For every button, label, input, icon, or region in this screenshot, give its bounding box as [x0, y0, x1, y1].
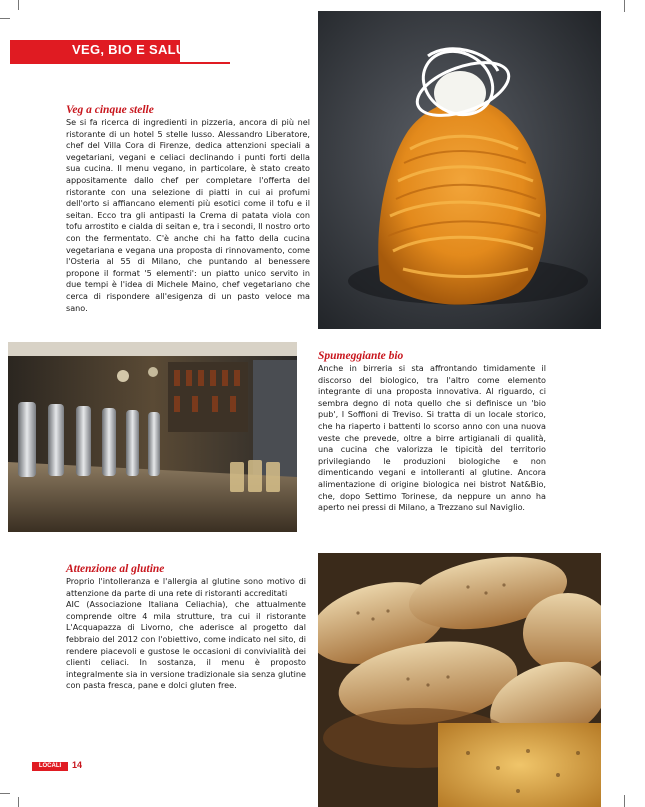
veg-paragraph: Se si fa ricerca di ingredienti in pizzeria, ancora di più nel ristorante di un hotel 5 stelle lusso. Alessandro Liberatore, chef del Villa Cora di Firenze, dedica attenzioni speciali a vegetariani, vegani e celiaci declinando i punti forti della sua cucina. Il menu vegano, in particolare, è stato creato appositamente dallo chef per completare l'offerta del ristorante con una selezione di piatti in cui ai profumi dell'orto si affiancano elementi più esotici come il tofu e il seitan. Ecco tra gli antipasti la Crema di patata viola con tofu arrostito e cialda di seitan e, tra i secondi, Il nostro orto con the fermentato. C'è anche chi ha fatto della cucina vegetariana e vegana una proposta di rinnovamento, come l'Osteria al 55 di Milano, che puntando al benessere propone il format '5 elementi': un piatto unico servito in due tempi è l'idea di Michele Maino, chef vegetariano che cerca di rispondere all'esigenza di un pasto veloce ma sano. [66, 117, 310, 313]
glutine-paragraph-2: AIC (Associazione Italiana Celiachia), che attualmente comprende oltre 4 mila strutture, tra cui il ristorante L'Acquapazza di Livorno, che aderisce al progetto dal febbraio del 2012 con l'obiettivo, come indicato nel sito, di rendere piacevoli e gustose le occasioni di convivialità dei clienti celiaci. In sostanza, il menu è proposto integralmente sia in versione tradizionale sia senza glutine con pasta fresca, pane e dolci gluten free. [66, 599, 306, 691]
bread-photo [318, 553, 601, 807]
crop-mark [0, 793, 10, 794]
crop-mark [624, 0, 625, 12]
veg-section-title: Veg a cinque stelle [66, 104, 154, 116]
section-title: VEG, BIO E SALUTISMO [72, 42, 229, 57]
page-number: 14 [72, 760, 83, 770]
crop-mark [18, 797, 19, 807]
bio-paragraph: Anche in birreria si sta affrontando timidamente il discorso del biologico, tra l'altro come elemento integrante di una proposta innovativa. Al riguardo, ci sembra degno di nota quello che si definisce un 'bio pub', I Soffioni di Treviso. Si tratta di un locale storico, che ha riaperto i battenti lo scorso anno con una nuova veste che prevede, oltre a birre artigianali di qualità, una cucina che valorizza le tipicità del territorio privilegiando le produzioni biologiche e non dimenticando vegani e intolleranti al glutine. Ancora alimentazione di origine biologica nei bistrot Nat&Bio, che, dopo Settimo Torinese, da neppure un anno ha aperto nei pressi di Milano, a Trezzano sul Naviglio. [318, 363, 546, 513]
bio-section-body [318, 363, 546, 514]
crop-mark [0, 18, 10, 19]
banner-rule [10, 62, 230, 64]
veg-section-body [66, 117, 310, 314]
pasta-photo [318, 11, 601, 329]
bar-photo [8, 342, 297, 532]
bio-section-title: Spumeggiante bio [318, 350, 404, 362]
footer-tag: LOCALI TOP [32, 762, 68, 771]
crop-mark [18, 0, 19, 10]
glutine-paragraph-1: Proprio l'intolleranza e l'allergia al glutine sono motivo di attenzione da parte di una rete di ristoranti accreditati [66, 576, 306, 598]
glutine-section-body [66, 576, 306, 692]
glutine-section-title: Attenzione al glutine [66, 563, 165, 575]
crop-mark [624, 795, 625, 807]
